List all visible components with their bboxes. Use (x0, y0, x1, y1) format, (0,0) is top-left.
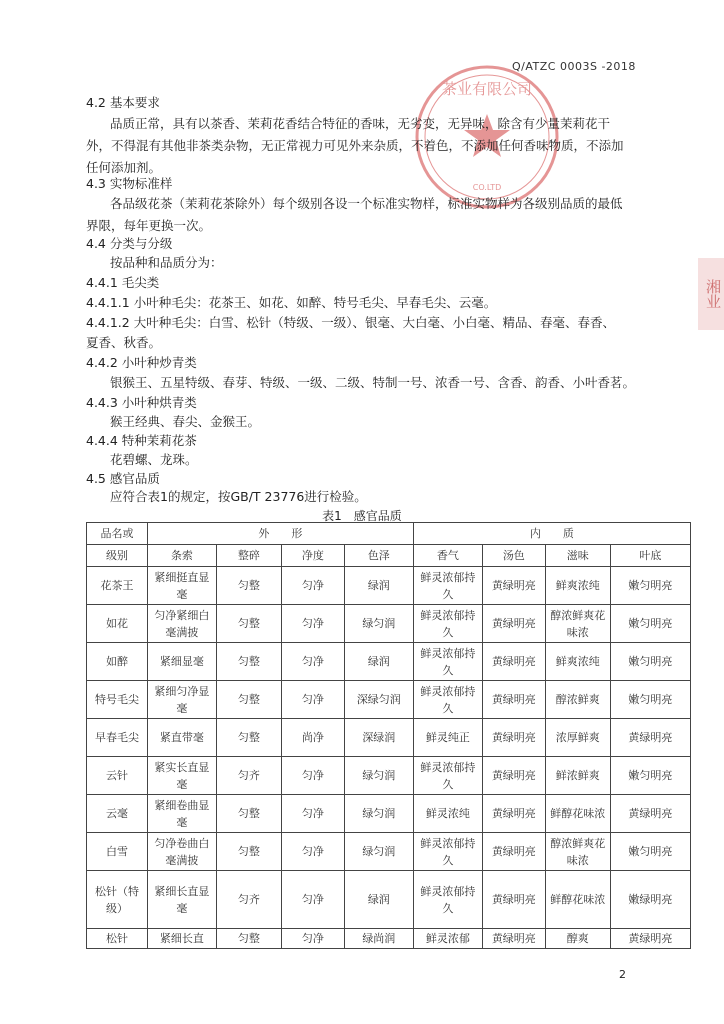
section-4-4-heading: 4.4 分类与分级 (86, 236, 173, 251)
table-cell: 紧细长直 (147, 929, 216, 949)
table-cell: 黄绿明亮 (482, 567, 545, 605)
table-cell: 匀齐 (216, 871, 281, 929)
svg-text:茶业有限公司: 茶业有限公司 (441, 80, 533, 98)
section-4-4-1-1: 4.4.1.1 小叶种毛尖：花茶王、如花、如醉、特号毛尖、早春毛尖、云毫。 (86, 295, 497, 310)
edge-stamp: 湘业 (698, 258, 724, 330)
table-cell: 绿匀润 (344, 757, 413, 795)
header-zhengsui: 整碎 (216, 545, 281, 567)
table-cell: 匀整 (216, 681, 281, 719)
table-cell: 鲜灵浓纯 (413, 795, 482, 833)
table-cell: 黄绿明亮 (482, 757, 545, 795)
classification-intro: 按品种和品质分为： (110, 255, 223, 270)
table-cell: 如花 (87, 605, 148, 643)
table-cell: 黄绿明亮 (482, 643, 545, 681)
table-cell: 鲜灵纯正 (413, 719, 482, 757)
table-cell: 绿匀润 (344, 795, 413, 833)
table-cell: 黄绿明亮 (610, 929, 690, 949)
table-cell: 特号毛尖 (87, 681, 148, 719)
section-4-4-2-items: 银猴王、五星特级、春芽、特级、一级、二级、特制一号、浓香一号、含香、韵香、小叶香茗。 (110, 375, 636, 390)
section-4-4-4: 4.4.4 特种茉莉花茶 (86, 433, 197, 448)
table-cell: 紧细显毫 (147, 643, 216, 681)
table-cell: 嫩匀明亮 (610, 605, 690, 643)
table-cell: 匀净 (281, 681, 344, 719)
table-cell: 花茶王 (87, 567, 148, 605)
table-cell: 绿润 (344, 643, 413, 681)
header-tiaosuo: 条索 (147, 545, 216, 567)
table-cell: 黄绿明亮 (482, 719, 545, 757)
table-cell: 绿匀润 (344, 605, 413, 643)
section-4-2-body: 品质正常，具有以茶香、茉莉花香结合特征的香味，无劣变，无异味，除含有少量茉莉花干外，不得混有其他非茶类杂物，无正常视力可见外来杂质，不着色，不添加任何香味物质，不添加任何添加剂。 (86, 116, 624, 175)
table-cell: 嫩匀明亮 (610, 757, 690, 795)
table-cell: 嫩匀明亮 (610, 643, 690, 681)
table-cell: 早春毛尖 (87, 719, 148, 757)
table-cell: 醇浓鲜爽 (545, 681, 610, 719)
table-cell: 鲜爽浓纯 (545, 567, 610, 605)
section-4-4-2: 4.4.2 小叶种炒青类 (86, 355, 197, 370)
table-cell: 鲜灵浓郁持久 (413, 757, 482, 795)
header-sezhe: 色泽 (344, 545, 413, 567)
standard-code: Q/ATZC 0003S -2018 (512, 60, 636, 73)
table-cell: 鲜爽浓纯 (545, 643, 610, 681)
table-cell: 黄绿明亮 (482, 795, 545, 833)
table-row (87, 833, 691, 871)
page-number: 2 (619, 968, 626, 981)
section-4-4-1-2-cont: 夏香、秋香。 (86, 335, 162, 350)
table-cell: 嫩匀明亮 (610, 833, 690, 871)
header-xiangqi: 香气 (413, 545, 482, 567)
table-cell: 匀齐 (216, 757, 281, 795)
table-cell: 醇浓鲜爽花味浓 (545, 833, 610, 871)
table-cell: 黄绿明亮 (610, 719, 690, 757)
table-cell: 嫩绿明亮 (610, 871, 690, 929)
table-cell: 黄绿明亮 (482, 833, 545, 871)
table-cell: 匀整 (216, 929, 281, 949)
section-4-3-heading: 4.3 实物标准样 (86, 176, 173, 191)
svg-text:CO.LTD: CO.LTD (472, 183, 502, 192)
table-row (87, 681, 691, 719)
table-row (87, 757, 691, 795)
table-cell: 鲜醇花味浓 (545, 871, 610, 929)
table-cell: 匀净卷曲白毫满披 (147, 833, 216, 871)
table-cell: 鲜灵浓郁持久 (413, 643, 482, 681)
table-cell: 绿润 (344, 567, 413, 605)
section-4-4-4-items: 花碧螺、龙珠。 (110, 452, 198, 467)
section-4-5-heading: 4.5 感官品质 (86, 471, 160, 486)
table-cell: 紧实长直显毫 (147, 757, 216, 795)
table-cell: 匀净 (281, 605, 344, 643)
table-cell: 匀净紧细白毫满披 (147, 605, 216, 643)
table-cell: 匀净 (281, 567, 344, 605)
table-cell: 云针 (87, 757, 148, 795)
table-cell: 匀净 (281, 757, 344, 795)
table-cell: 匀整 (216, 643, 281, 681)
table-cell: 绿尚润 (344, 929, 413, 949)
table-cell: 深绿润 (344, 719, 413, 757)
table-cell: 匀净 (281, 833, 344, 871)
table-cell: 松针（特级） (87, 871, 148, 929)
table-cell: 云毫 (87, 795, 148, 833)
table-row (87, 643, 691, 681)
table-cell: 绿润 (344, 871, 413, 929)
table-cell: 嫩匀明亮 (610, 567, 690, 605)
section-4-4-3-items: 猴王经典、春尖、金猴王。 (110, 414, 261, 429)
section-4-3-body: 各品级花茶（茉莉花茶除外）每个级别各设一个标准实物样，标准实物样为各级别品质的最低界限，每年更换一次。 (86, 196, 623, 233)
table-cell: 紧细挺直显毫 (147, 567, 216, 605)
section-4-5-body: 应符合表1的规定，按GB/T 23776进行检验。 (110, 489, 367, 504)
header-yedi: 叶底 (610, 545, 690, 567)
table-cell: 鲜灵浓郁持久 (413, 605, 482, 643)
section-4-2-heading: 4.2 基本要求 (86, 95, 160, 110)
table-cell: 鲜浓鲜爽 (545, 757, 610, 795)
table-cell: 醇浓鲜爽花味浓 (545, 605, 610, 643)
table-cell: 黄绿明亮 (482, 871, 545, 929)
table-row (87, 929, 691, 949)
table-cell: 鲜灵浓郁持久 (413, 567, 482, 605)
table-cell: 鲜灵浓郁持久 (413, 681, 482, 719)
table-cell: 深绿匀润 (344, 681, 413, 719)
table-cell: 如醉 (87, 643, 148, 681)
table-cell: 紧细长直显毫 (147, 871, 216, 929)
header-ziwei: 滋味 (545, 545, 610, 567)
table-cell: 浓厚鲜爽 (545, 719, 610, 757)
header-product: 品名或 (87, 523, 148, 545)
header-jingdu: 净度 (281, 545, 344, 567)
table-cell: 匀整 (216, 605, 281, 643)
table-cell: 紧直带毫 (147, 719, 216, 757)
section-4-4-1: 4.4.1 毛尖类 (86, 275, 160, 290)
table-cell: 绿匀润 (344, 833, 413, 871)
header-inner: 内 质 (413, 523, 690, 545)
header-outer: 外 形 (147, 523, 413, 545)
table-title: 表1 感官品质 (322, 509, 402, 523)
table-cell: 匀净 (281, 871, 344, 929)
table-cell: 黄绿明亮 (482, 681, 545, 719)
table-cell: 醇爽 (545, 929, 610, 949)
section-4-4-3: 4.4.3 小叶种烘青类 (86, 395, 197, 410)
table-cell: 鲜灵浓郁 (413, 929, 482, 949)
table-cell: 匀净 (281, 643, 344, 681)
table-cell: 紧细匀净显毫 (147, 681, 216, 719)
table-row (87, 795, 691, 833)
table-row (87, 719, 691, 757)
table-cell: 匀净 (281, 929, 344, 949)
table-cell: 黄绿明亮 (482, 929, 545, 949)
table-row (87, 605, 691, 643)
table-cell: 匀整 (216, 795, 281, 833)
table-cell: 鲜灵浓郁持久 (413, 871, 482, 929)
table-row (87, 567, 691, 605)
sensory-quality-table (86, 522, 691, 949)
table-cell: 白雪 (87, 833, 148, 871)
table-cell: 松针 (87, 929, 148, 949)
header-tangse: 汤色 (482, 545, 545, 567)
table-cell: 紧细卷曲显毫 (147, 795, 216, 833)
table-cell: 匀整 (216, 833, 281, 871)
table-cell: 黄绿明亮 (610, 795, 690, 833)
section-4-4-1-2: 4.4.1.2 大叶种毛尖：白雪、松针（特级、一级）、银毫、大白毫、小白毫、精品、春毫、春香、 (86, 315, 615, 330)
table-cell: 黄绿明亮 (482, 605, 545, 643)
header-grade: 级别 (87, 545, 148, 567)
table-cell: 鲜醇花味浓 (545, 795, 610, 833)
table-cell: 鲜灵浓郁持久 (413, 833, 482, 871)
table-cell: 匀净 (281, 795, 344, 833)
table-row (87, 871, 691, 929)
table-cell: 尚净 (281, 719, 344, 757)
table-cell: 嫩匀明亮 (610, 681, 690, 719)
table-cell: 匀整 (216, 567, 281, 605)
table-cell: 匀整 (216, 719, 281, 757)
